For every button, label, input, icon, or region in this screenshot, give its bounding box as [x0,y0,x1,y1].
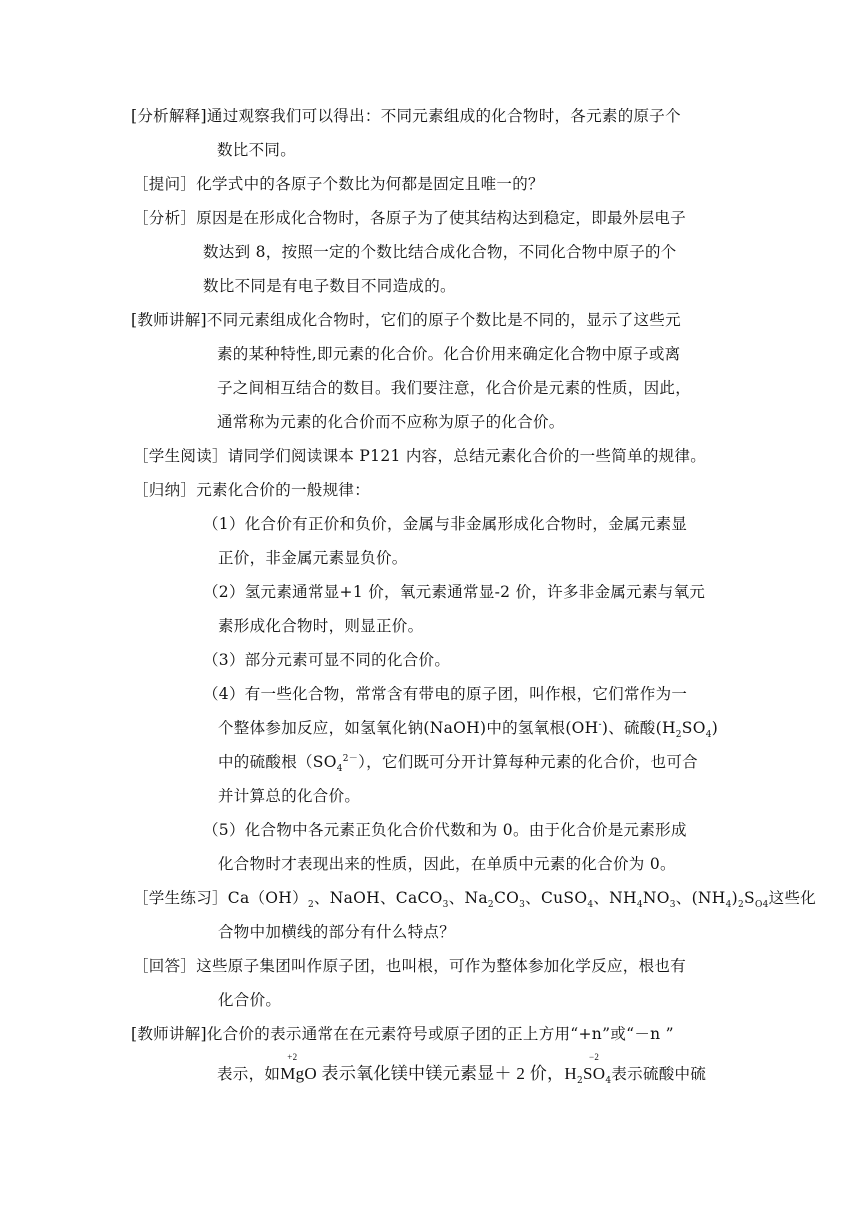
subscript: 4 [705,730,712,741]
subscript: 2 [576,1076,583,1087]
text-line: 数比不同。 [217,141,297,159]
subscript: 2 [307,900,314,911]
text-line: 中的硫酸根$(SO_4^{2-})$，它们既可分开计算每种元素的化合价，也可合 [218,753,698,775]
superscript: - [598,719,602,730]
text-line: ［学生阅读］请同学们阅读课本 P121 内容，总结元素化合价的一些简单的规律。 [133,447,707,465]
valence-formula-mgo: +2 Mg [280,1052,305,1083]
valence-formula-so4: −2 SO [582,1052,606,1083]
text-line: 合物中加横线的部分有什么特点？ [218,923,456,941]
text-line: [教师讲解]化合价的表示通常在在元素符号或原子团的正上方用“+n”或“－n ” [131,1025,674,1043]
valence-mark: +2 [287,1052,298,1062]
subscript: 4 [725,900,732,911]
subscript: O4 [754,900,769,911]
subscript: 3 [519,900,526,911]
text-line: 并计算总的化合价。 [218,787,361,805]
text-line: ［学生练习$]Ca(OH)_2$、NaOH、CaCO$_3$、$Na_2CO_3$、CuSO$_4$、$NH_4NO_3$、$(NH_4)_2S_{O4}$这些化 [133,889,817,911]
subscript: 3 [669,900,676,911]
text-line: [分析解释]通过观察我们可以得出：不同元素组成的化合物时，各元素的原子个 [131,107,681,125]
text-line: 表示，如 +2 MgO 表示氧化镁中镁元素显＋ 2 价，$H_2$ −2 $SO_4$表示硫酸中硫 [217,1052,707,1087]
subscript: 2 [487,900,494,911]
rule-item: （4）有一些化合物，常常含有带电的原子团，叫作根，它们常作为一 [203,685,688,703]
text-line: 数达到 8，按照一定的个数比结合成化合物，不同化合物中原子的个 [203,243,677,261]
rule-item: （5）化合物中各元素正负化合价代数和为 0。由于化合价是元素形成 [203,821,687,839]
text-line: ［分析］原因是在形成化合物时，各原子为了使其结构达到稳定，即最外层电子 [133,209,687,227]
text-line: ［归纳］元素化合价的一般规律： [133,481,371,499]
rule-item: （3）部分元素可显不同的化合价。 [203,651,451,669]
text-line: ［提问］化学式中的各原子个数比为何都是固定且唯一的？ [133,175,544,193]
text-line: 化合价。 [218,991,282,1009]
text-line: 个整体参加反应，如氢氧化钠(NaOH)中的氢氧根(OH-)、硫酸$(H_2SO_4)$ [218,719,719,741]
text-line: 通常称为元素的化合价而不应称为原子的化合价。 [217,413,565,431]
subscript: 4 [605,1076,612,1087]
rule-item: （1）化合价有正价和负价，金属与非金属形成化合物时，金属元素显 [203,515,688,533]
rule-item: （2）氢元素通常显+1 价，氧元素通常显-2 价，许多非金属元素与氧元 [203,583,706,601]
text-line: 数比不同是有电子数目不同造成的。 [203,277,456,295]
superscript: 2－ [342,753,359,764]
subscript: 2 [738,900,745,911]
subscript: 4 [587,900,594,911]
subscript: 2 [675,730,682,741]
text-line: [教师讲解]不同元素组成化合物时，它们的原子个数比是不同的，显示了这些元 [131,311,681,329]
valence-mark: −2 [589,1052,600,1062]
text-line: 素的某种特性,即元素的化合价。化合价用来确定化合物中原子或离 [217,345,681,363]
subscript: 3 [442,900,449,911]
text-line: 化合物时才表现出来的性质，因此，在单质中元素的化合价为 0。 [218,855,676,873]
text-line: 正价，非金属元素显负价。 [218,549,408,567]
text-line: ［回答］这些原子集团叫作原子团，也叫根，可作为整体参加化学反应，根也有 [133,957,687,975]
text-line: 子之间相互结合的数目。我们要注意，化合价是元素的性质，因此， [217,379,692,397]
subscript: 4 [336,764,343,775]
subscript: 4 [636,900,643,911]
text-line: 素形成化合物时，则显正价。 [218,617,424,635]
